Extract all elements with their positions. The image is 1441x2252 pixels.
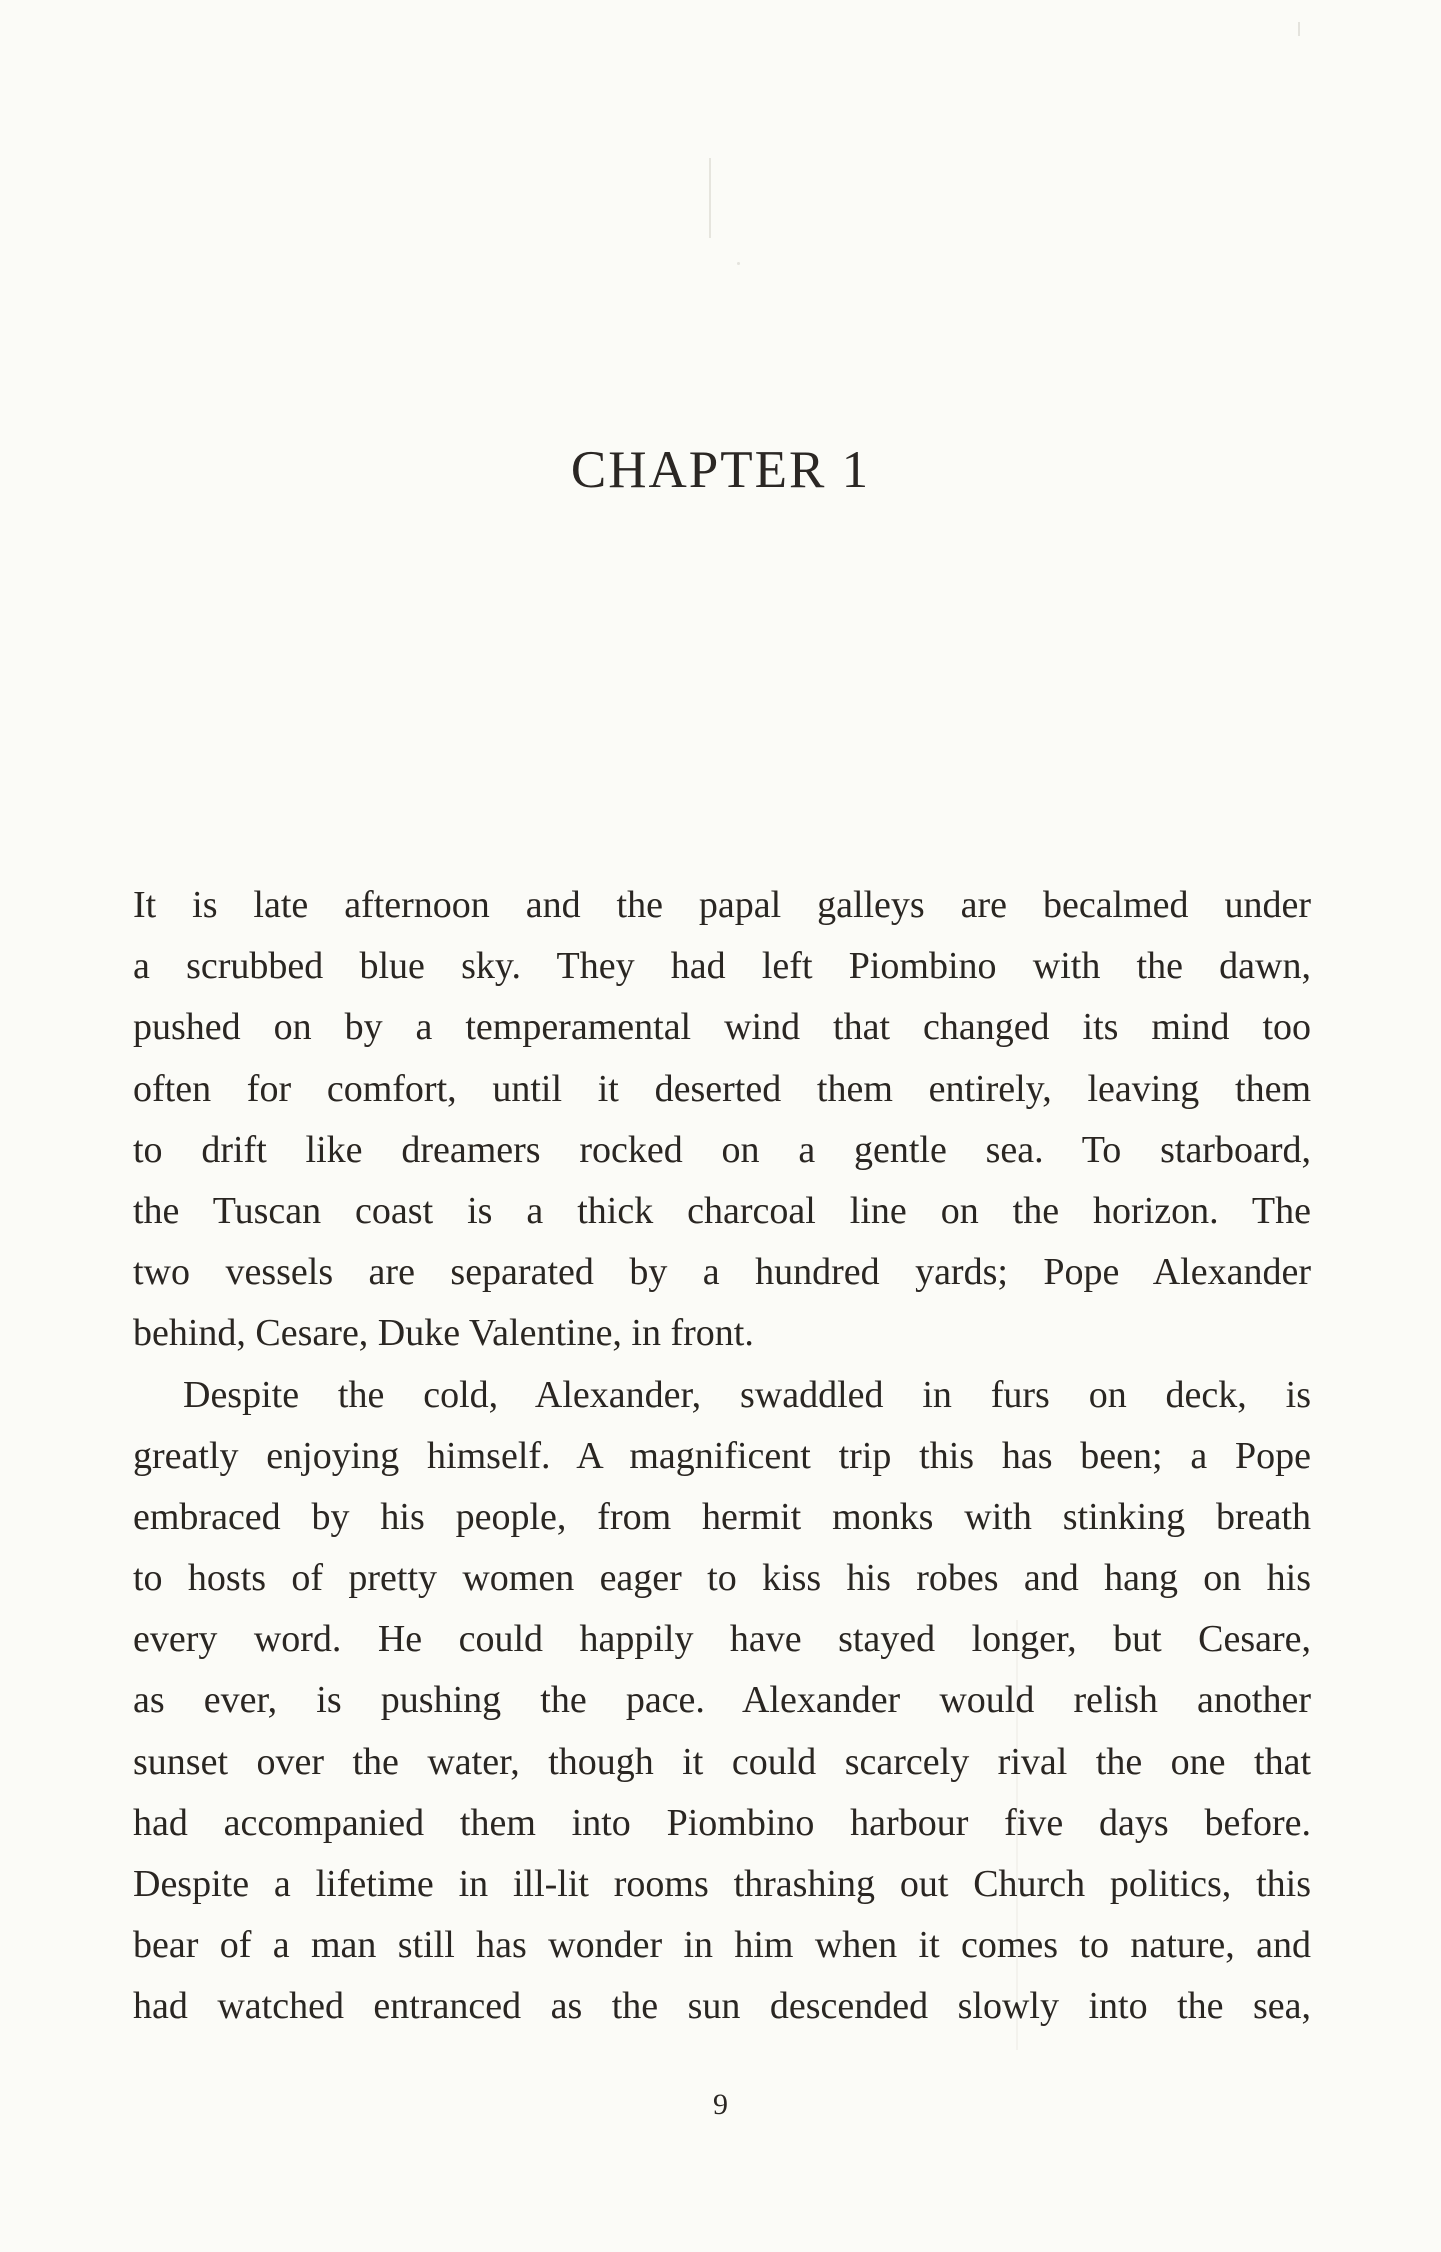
text-line: had accompanied them into Piombino harbour five days before. [133,1801,1311,1844]
text-line: to hosts of pretty women eager to kiss his robes and hang on his [133,1557,1311,1600]
text-line: often for comfort, until it deserted them entirely, leaving them [133,1067,1311,1110]
text-line: embraced by his people, from hermit monks with stinking breath [133,1495,1311,1538]
paragraph [133,875,1311,1365]
text-line: greatly enjoying himself. A magnificent trip this has been; a Pope [133,1434,1311,1477]
chapter-title: CHAPTER 1 [570,441,871,499]
text-line: two vessels are separated by a hundred yards; Pope Alexander [133,1251,1311,1294]
text-line: pushed on by a temperamental wind that changed its mind too [133,1006,1311,1049]
page-number: 9 [713,2088,728,2121]
body-text [133,875,1311,2038]
text-line: to drift like dreamers rocked on a gentle sea. To starboard, [133,1128,1311,1171]
text-line: every word. He could happily have stayed longer, but Cesare, [133,1618,1311,1661]
text-line: bear of a man still has wonder in him when it comes to nature, and [133,1924,1311,1967]
text-line: a scrubbed blue sky. They had left Piombino with the dawn, [133,945,1311,988]
text-line: Despite the cold, Alexander, swaddled in furs on deck, is [183,1373,1311,1416]
scan-artifact [709,158,711,238]
text-line: behind, Cesare, Duke Valentine, in front. [133,1312,754,1355]
scan-artifact [737,262,740,265]
text-line: It is late afternoon and the papal galleys are becalmed under [133,884,1311,926]
text-line: sunset over the water, though it could scarcely rival the one that [133,1740,1311,1783]
text-line: as ever, is pushing the pace. Alexander would relish another [133,1679,1311,1722]
text-line: Despite a lifetime in ill-lit rooms thrashing out Church politics, this [133,1863,1311,1905]
paragraph [133,1365,1311,2038]
text-line: had watched entranced as the sun descended slowly into the sea, [133,1985,1311,2028]
scan-artifact [1298,22,1300,36]
text-line: the Tuscan coast is a thick charcoal line on the horizon. The [133,1189,1311,1232]
